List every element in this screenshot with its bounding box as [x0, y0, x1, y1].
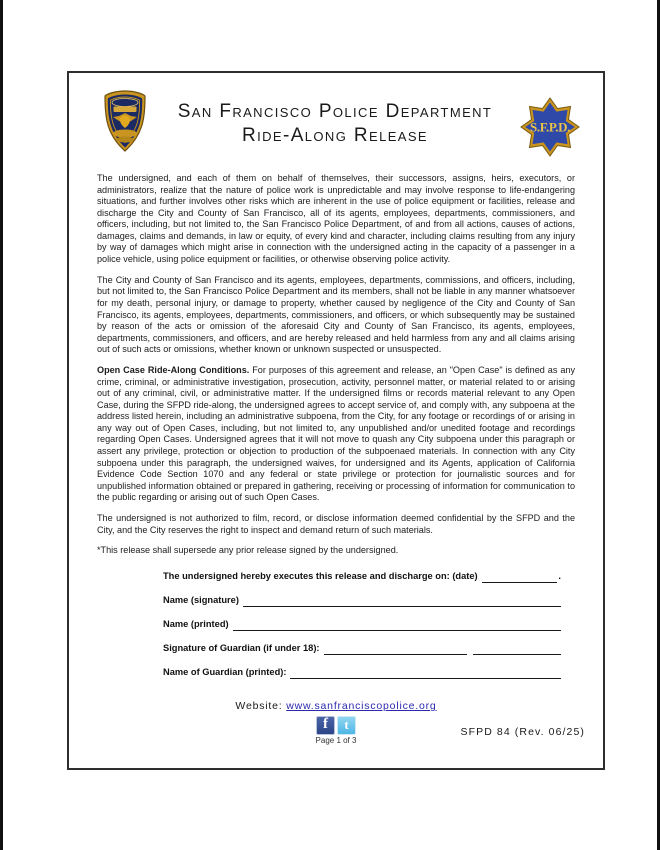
document-title-line-2: Ride-Along Release	[241, 125, 429, 146]
execution-date-input[interactable]	[482, 573, 558, 583]
name-signature-row	[163, 594, 561, 607]
name-signature-input[interactable]	[243, 597, 561, 607]
execution-date-label: The undersigned hereby executes this release and discharge on: (date)	[163, 570, 478, 581]
execution-date-row	[163, 570, 561, 583]
supersede-note: *This release shall supersede any prior release signed by the undersigned.	[97, 545, 399, 556]
website-link[interactable]: www.sanfranciscopolice.org	[286, 700, 437, 712]
website-label: Website:	[235, 700, 283, 712]
guardian-signature-row	[163, 642, 561, 655]
sfpd-star-badge-icon	[519, 97, 581, 157]
form-revision-code: SFPD 84 (Rev. 06/25)	[460, 726, 585, 738]
document-sheet	[67, 71, 605, 770]
liability-paragraph-text: The City and County of San Francisco and its agents, employees, departments, commissions, and officers, including, but not limited to, the San Francisco Police Department and its members, shall not be liable in any manner whatsoever for my death, personal injury, or damage to property, whether caused by negligence of the City and County of San Francisco, its agents, employees, departments, commissioners, and officers, or which subsequently may be sustained by reason of the acts or omission of the aforesaid City and County of San Francisco, its agents, employees, departments, commissioners, and officers, and are hereby released and held harmless from any and all claims arising out of such acts or omissions, whether known or unknown suspected or unsuspected.	[97, 274, 575, 355]
document-title-line-1: San Francisco Police Department	[177, 101, 493, 122]
open-case-paragraph-text: For purposes of this agreement and release, an "Open Case" is defined as any crime, criminal, or administrative investigation, prosecution, activity, personnel matter, or material related to or arising out of any criminal, civil, or administrative matter. If the undersigned films or records material relevant to any Open Case, during the SFPD ride-along, the undersigned agrees to accept service of, and comply with, any subpoena at the address listed herein, including an administrative subpoena, from the City, for any footage or recordings of or arising in any way out of Open Cases, including, but not limited to, any unpublished and/or unedited footage and recordings regarding Open Cases. Undersigned agrees that it will not move to quash any City subpoena under this paragraph or assert any privilege, protection or objection to production of the subpoenaed materials. In connection with any City subpoena under this paragraph, the undersigned waives, for undersigned and its Agents, application of California Evidence Code Section 1070 and any federal or state privilege or protection for journalistic sources and for unpublished information obtained or prepared in gathering, receiving or processing of information for communication to the public regarding or arising out of such Open Cases.	[97, 365, 575, 503]
open-case-heading: Open Case Ride-Along Conditions.	[97, 365, 250, 376]
confidentiality-paragraph	[97, 513, 575, 536]
facebook-icon[interactable]	[316, 716, 335, 735]
name-signature-label: Name (signature)	[163, 594, 239, 605]
name-printed-row	[163, 618, 561, 631]
release-paragraph	[97, 173, 575, 265]
website-line	[69, 700, 603, 712]
guardian-printed-input[interactable]	[290, 669, 561, 679]
guardian-printed-row	[163, 666, 561, 679]
guardian-signature-input[interactable]	[324, 645, 467, 655]
document-content	[69, 73, 603, 768]
sfpd-shield-badge-icon	[101, 90, 149, 152]
execution-date-period: .	[558, 570, 561, 581]
guardian-date-input[interactable]	[473, 645, 561, 655]
svg-text:S.F.P.D.: S.F.P.D.	[530, 119, 570, 135]
twitter-icon[interactable]	[337, 716, 356, 735]
document-body	[83, 173, 589, 679]
guardian-signature-label: Signature of Guardian (if under 18):	[163, 642, 320, 653]
open-case-paragraph	[97, 365, 575, 504]
signature-block	[163, 570, 575, 679]
document-header	[83, 85, 589, 167]
name-printed-input[interactable]	[233, 621, 561, 631]
confidentiality-paragraph-text: The undersigned is not authorized to film, record, or disclose information deemed confidential by the SFPD and the City, and the City reserves the right to inspect and demand return of such materials.	[97, 513, 575, 535]
page-number: Page 1 of 3	[315, 736, 357, 745]
document-title	[163, 101, 507, 147]
name-printed-label: Name (printed)	[163, 618, 229, 629]
guardian-printed-label: Name of Guardian (printed):	[163, 666, 287, 677]
document-footer	[69, 688, 603, 768]
release-paragraph-text: The undersigned, and each of them on behalf of themselves, their successors, assigns, heirs, executors, or administrators, realize that the nature of police work is unpredictable and may involve response to life-endangering situations, and further involves other risks which are inherent in the use of police equipment or facilities, release and discharge the City and County of San Francisco, all of its agents, employees, departments, commissioners, and officers, including, but not limited to, the San Francisco Police Department, of and from all actions, causes of actions, damages, claims and demands, in law or equity, of every kind and character, including claims resulting from any injury by way of damages which might arise in connection with the undersigned acting in the capacity of a passenger in a police vehicle, using police equipment or facilities, or otherwise observing police activity.	[97, 173, 575, 264]
liability-paragraph	[97, 275, 575, 356]
